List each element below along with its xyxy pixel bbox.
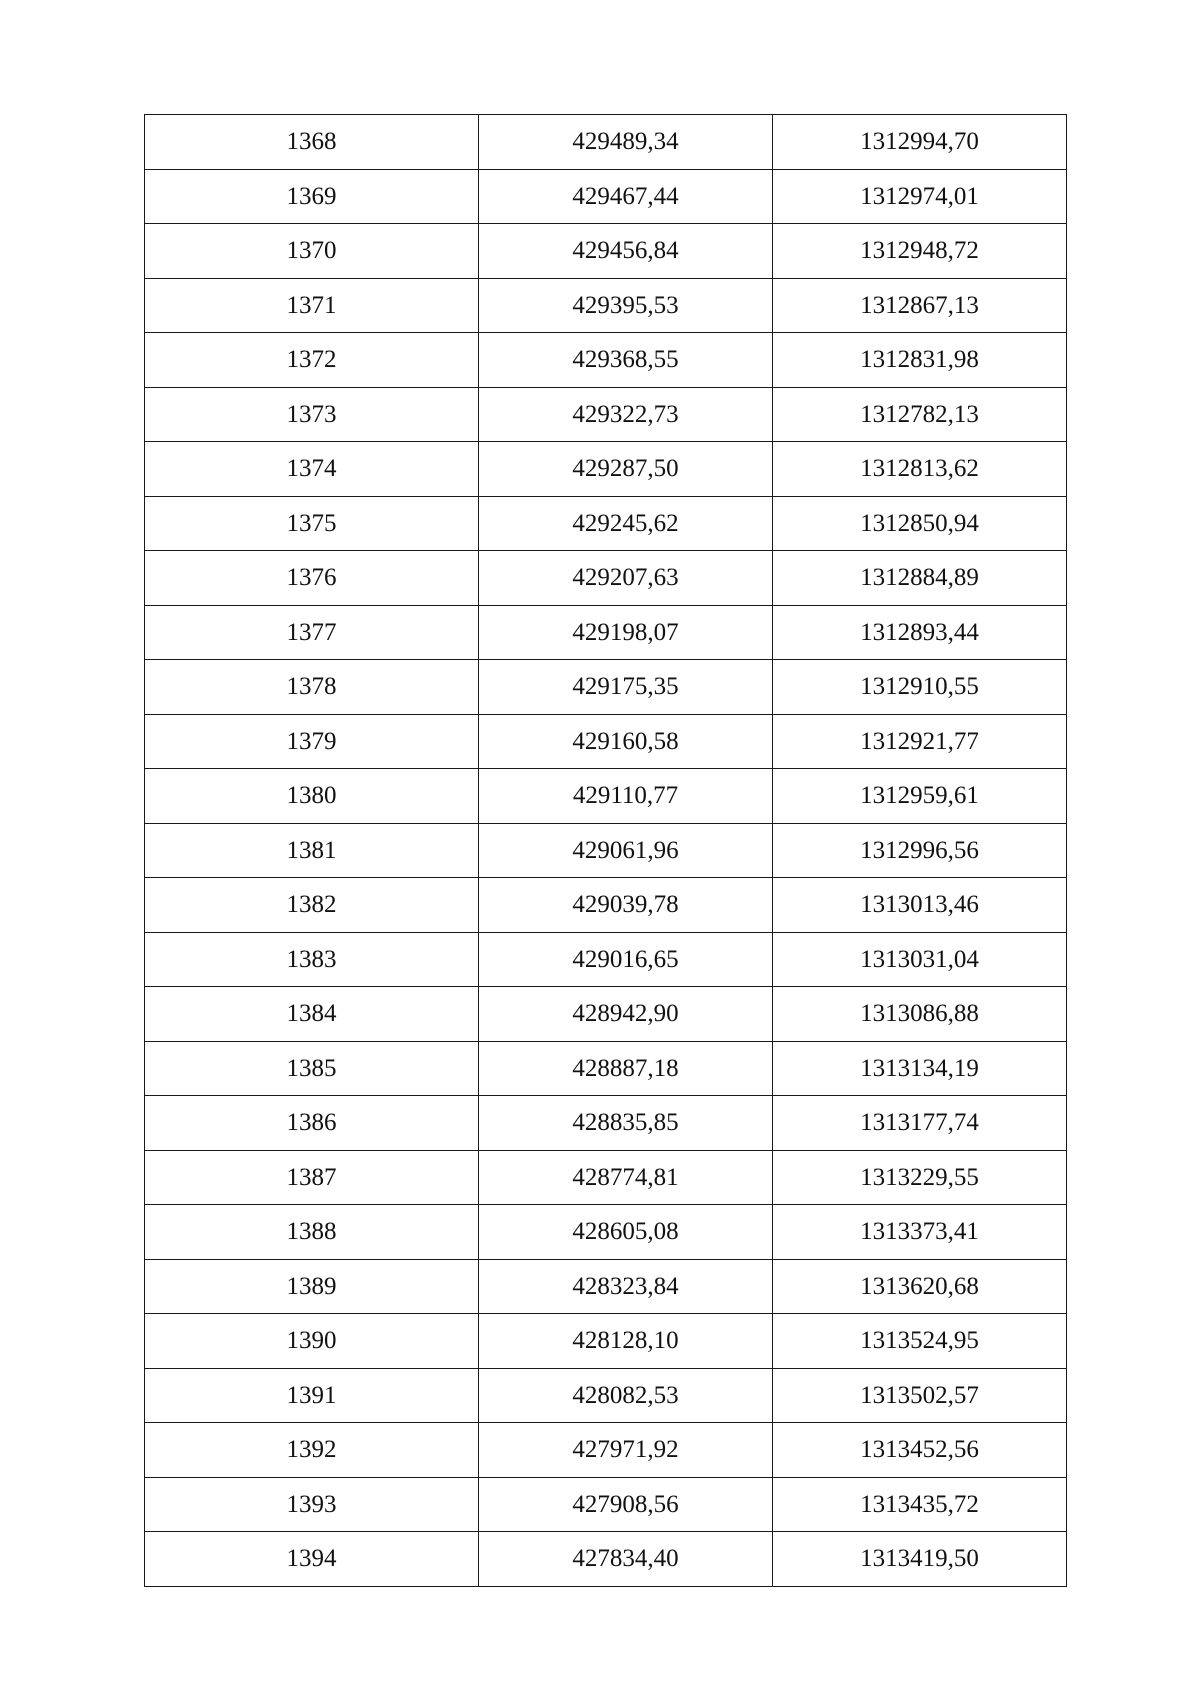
y-coordinate-cell: 1313134,19 bbox=[773, 1041, 1067, 1096]
point-number-cell: 1385 bbox=[145, 1041, 479, 1096]
point-number-cell: 1371 bbox=[145, 278, 479, 333]
y-coordinate-cell: 1312831,98 bbox=[773, 333, 1067, 388]
point-number-cell: 1394 bbox=[145, 1532, 479, 1587]
table-row bbox=[145, 1368, 1067, 1423]
point-number-cell: 1391 bbox=[145, 1368, 479, 1423]
coordinates-table bbox=[144, 114, 1067, 1587]
y-coordinate-cell: 1313452,56 bbox=[773, 1423, 1067, 1478]
table-row bbox=[145, 115, 1067, 170]
table-row bbox=[145, 605, 1067, 660]
point-number-cell: 1383 bbox=[145, 932, 479, 987]
y-coordinate-cell: 1312884,89 bbox=[773, 551, 1067, 606]
x-coordinate-cell: 429110,77 bbox=[479, 769, 773, 824]
table-row bbox=[145, 224, 1067, 279]
y-coordinate-cell: 1312910,55 bbox=[773, 660, 1067, 715]
x-coordinate-cell: 429467,44 bbox=[479, 169, 773, 224]
x-coordinate-cell: 429245,62 bbox=[479, 496, 773, 551]
x-coordinate-cell: 429287,50 bbox=[479, 442, 773, 497]
y-coordinate-cell: 1312994,70 bbox=[773, 115, 1067, 170]
table-row bbox=[145, 551, 1067, 606]
point-number-cell: 1388 bbox=[145, 1205, 479, 1260]
x-coordinate-cell: 428082,53 bbox=[479, 1368, 773, 1423]
point-number-cell: 1376 bbox=[145, 551, 479, 606]
table-row bbox=[145, 932, 1067, 987]
y-coordinate-cell: 1313620,68 bbox=[773, 1259, 1067, 1314]
table-row bbox=[145, 1150, 1067, 1205]
x-coordinate-cell: 429160,58 bbox=[479, 714, 773, 769]
point-number-cell: 1386 bbox=[145, 1096, 479, 1151]
x-coordinate-cell: 429016,65 bbox=[479, 932, 773, 987]
point-number-cell: 1384 bbox=[145, 987, 479, 1042]
y-coordinate-cell: 1312813,62 bbox=[773, 442, 1067, 497]
y-coordinate-cell: 1312782,13 bbox=[773, 387, 1067, 442]
x-coordinate-cell: 429489,34 bbox=[479, 115, 773, 170]
y-coordinate-cell: 1313435,72 bbox=[773, 1477, 1067, 1532]
point-number-cell: 1368 bbox=[145, 115, 479, 170]
y-coordinate-cell: 1312893,44 bbox=[773, 605, 1067, 660]
table-row bbox=[145, 169, 1067, 224]
x-coordinate-cell: 429039,78 bbox=[479, 878, 773, 933]
x-coordinate-cell: 429322,73 bbox=[479, 387, 773, 442]
point-number-cell: 1374 bbox=[145, 442, 479, 497]
point-number-cell: 1370 bbox=[145, 224, 479, 279]
y-coordinate-cell: 1313013,46 bbox=[773, 878, 1067, 933]
table-row bbox=[145, 333, 1067, 388]
x-coordinate-cell: 429198,07 bbox=[479, 605, 773, 660]
x-coordinate-cell: 427834,40 bbox=[479, 1532, 773, 1587]
x-coordinate-cell: 429175,35 bbox=[479, 660, 773, 715]
x-coordinate-cell: 428774,81 bbox=[479, 1150, 773, 1205]
point-number-cell: 1381 bbox=[145, 823, 479, 878]
table-row bbox=[145, 278, 1067, 333]
y-coordinate-cell: 1313031,04 bbox=[773, 932, 1067, 987]
table-row bbox=[145, 987, 1067, 1042]
point-number-cell: 1380 bbox=[145, 769, 479, 824]
y-coordinate-cell: 1313524,95 bbox=[773, 1314, 1067, 1369]
x-coordinate-cell: 429061,96 bbox=[479, 823, 773, 878]
table-row bbox=[145, 714, 1067, 769]
y-coordinate-cell: 1313177,74 bbox=[773, 1096, 1067, 1151]
y-coordinate-cell: 1312996,56 bbox=[773, 823, 1067, 878]
y-coordinate-cell: 1312959,61 bbox=[773, 769, 1067, 824]
point-number-cell: 1389 bbox=[145, 1259, 479, 1314]
point-number-cell: 1387 bbox=[145, 1150, 479, 1205]
table-row bbox=[145, 1096, 1067, 1151]
y-coordinate-cell: 1313086,88 bbox=[773, 987, 1067, 1042]
point-number-cell: 1369 bbox=[145, 169, 479, 224]
y-coordinate-cell: 1312948,72 bbox=[773, 224, 1067, 279]
y-coordinate-cell: 1313419,50 bbox=[773, 1532, 1067, 1587]
point-number-cell: 1379 bbox=[145, 714, 479, 769]
table-row bbox=[145, 442, 1067, 497]
table-row bbox=[145, 1477, 1067, 1532]
point-number-cell: 1392 bbox=[145, 1423, 479, 1478]
point-number-cell: 1378 bbox=[145, 660, 479, 715]
x-coordinate-cell: 428887,18 bbox=[479, 1041, 773, 1096]
x-coordinate-cell: 429368,55 bbox=[479, 333, 773, 388]
x-coordinate-cell: 428323,84 bbox=[479, 1259, 773, 1314]
table-row bbox=[145, 823, 1067, 878]
x-coordinate-cell: 427908,56 bbox=[479, 1477, 773, 1532]
table-row bbox=[145, 1532, 1067, 1587]
table-row bbox=[145, 878, 1067, 933]
table-row bbox=[145, 1423, 1067, 1478]
y-coordinate-cell: 1313502,57 bbox=[773, 1368, 1067, 1423]
table-row bbox=[145, 1259, 1067, 1314]
coordinates-table-body bbox=[145, 115, 1067, 1587]
x-coordinate-cell: 429207,63 bbox=[479, 551, 773, 606]
point-number-cell: 1377 bbox=[145, 605, 479, 660]
table-row bbox=[145, 660, 1067, 715]
x-coordinate-cell: 428605,08 bbox=[479, 1205, 773, 1260]
point-number-cell: 1372 bbox=[145, 333, 479, 388]
table-row bbox=[145, 1205, 1067, 1260]
table-row bbox=[145, 1041, 1067, 1096]
table-row bbox=[145, 496, 1067, 551]
x-coordinate-cell: 428128,10 bbox=[479, 1314, 773, 1369]
point-number-cell: 1382 bbox=[145, 878, 479, 933]
y-coordinate-cell: 1312850,94 bbox=[773, 496, 1067, 551]
x-coordinate-cell: 428942,90 bbox=[479, 987, 773, 1042]
x-coordinate-cell: 428835,85 bbox=[479, 1096, 773, 1151]
y-coordinate-cell: 1313373,41 bbox=[773, 1205, 1067, 1260]
y-coordinate-cell: 1312974,01 bbox=[773, 169, 1067, 224]
y-coordinate-cell: 1313229,55 bbox=[773, 1150, 1067, 1205]
point-number-cell: 1390 bbox=[145, 1314, 479, 1369]
x-coordinate-cell: 429456,84 bbox=[479, 224, 773, 279]
point-number-cell: 1375 bbox=[145, 496, 479, 551]
y-coordinate-cell: 1312867,13 bbox=[773, 278, 1067, 333]
table-row bbox=[145, 387, 1067, 442]
table-row bbox=[145, 769, 1067, 824]
y-coordinate-cell: 1312921,77 bbox=[773, 714, 1067, 769]
x-coordinate-cell: 429395,53 bbox=[479, 278, 773, 333]
x-coordinate-cell: 427971,92 bbox=[479, 1423, 773, 1478]
point-number-cell: 1393 bbox=[145, 1477, 479, 1532]
point-number-cell: 1373 bbox=[145, 387, 479, 442]
table-row bbox=[145, 1314, 1067, 1369]
